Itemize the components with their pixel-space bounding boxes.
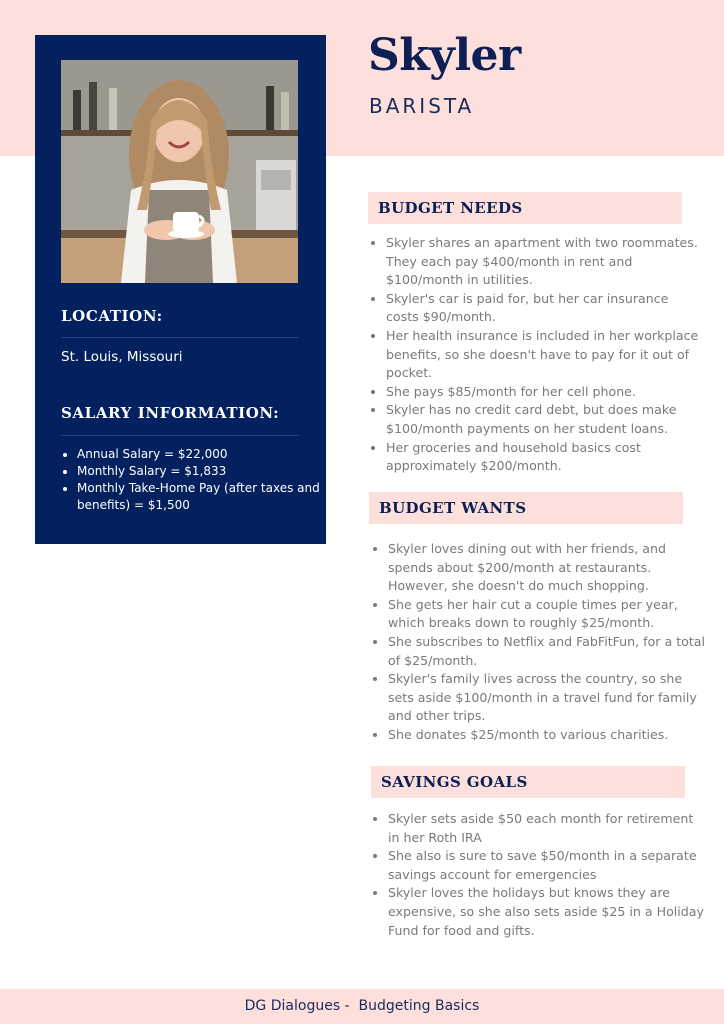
salary-item: • Annual Salary = $22,000 <box>77 446 327 463</box>
footer-text: DG Dialogues - Budgeting Basics <box>244 998 480 1014</box>
budget-wants-title: BUDGET WANTS <box>369 492 683 524</box>
location-heading: LOCATION: <box>61 307 163 325</box>
list-item: • She pays $85/month for her cell phone. <box>386 383 704 402</box>
savings-goals-title: SAVINGS GOALS <box>371 766 685 798</box>
list-item: • She donates $25/month to various charities. <box>388 726 706 745</box>
list-item: • Skyler has no credit card debt, but does make $100/month payments on her student loans. <box>386 401 704 438</box>
budget-needs-title: BUDGET NEEDS <box>368 192 682 224</box>
list-item: • Her groceries and household basics cost approximately $200/month. <box>386 439 704 476</box>
list-item: • Skyler shares an apartment with two roommates. They each pay $400/month in rent and $100/month in utilities. <box>386 234 704 290</box>
salary-item: • Monthly Salary = $1,833 <box>77 463 327 480</box>
list-item: • Skyler sets aside $50 each month for retirement in her Roth IRA <box>388 810 706 847</box>
budget-wants-list <box>370 540 706 745</box>
salary-item: • Monthly Take-Home Pay (after taxes and benefits) = $1,500 <box>77 480 327 514</box>
list-item: • Skyler loves dining out with her friends, and spends about $200/month at restaurants. However, she doesn't do much shopping. <box>388 540 706 596</box>
salary-heading: SALARY INFORMATION: <box>61 404 280 422</box>
list-item: • She gets her hair cut a couple times per year, which breaks down to roughly $25/month. <box>388 596 706 633</box>
salary-list <box>61 446 327 514</box>
list-item: • Skyler's car is paid for, but her car insurance costs $90/month. <box>386 290 704 327</box>
location-value: St. Louis, Missouri <box>61 349 183 365</box>
list-item: • She also is sure to save $50/month in a separate savings account for emergencies <box>388 847 706 884</box>
barista-photo <box>61 60 298 283</box>
persona-name: Skyler <box>368 30 521 81</box>
barista-photo-illustration <box>61 60 298 283</box>
profile-card <box>35 35 326 544</box>
list-item: • She subscribes to Netflix and FabFitFun, for a total of $25/month. <box>388 633 706 670</box>
salary-divider <box>61 435 299 436</box>
list-item: • Skyler loves the holidays but knows they are expensive, so she also sets aside $25 in a Holiday Fund for food and gifts. <box>388 884 706 940</box>
savings-goals-list <box>370 810 706 940</box>
location-divider <box>61 337 299 338</box>
budget-needs-list <box>368 234 704 476</box>
persona-role: BARISTA <box>369 94 475 118</box>
list-item: • Her health insurance is included in her workplace benefits, so she doesn't have to pay for it out of pocket. <box>386 327 704 383</box>
list-item: • Skyler's family lives across the country, so she sets aside $100/month in a travel fund for family and other trips. <box>388 670 706 726</box>
